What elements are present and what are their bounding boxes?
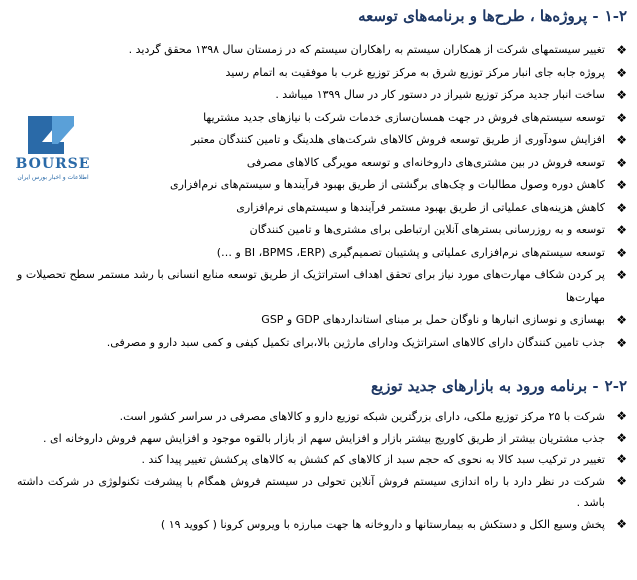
section-1-list-wide	[17, 264, 629, 354]
diamond-bullet-icon: ❖	[616, 473, 627, 488]
diamond-bullet-icon: ❖	[616, 88, 627, 102]
logo-subtitle: اطلاعات و اخبار بورس ایران	[17, 174, 89, 181]
section-1-bullet-item: ❖ توسعه سیستم‌های فروش در جهت همسان‌سازی خدمات شرکت با نیازهای جدید مشتریها	[117, 107, 629, 130]
section-1-bullet-item: ❖ توسعه سیستم‌های نرم‌افزاری عملیاتی و پشتیبان تصمیم‌گیری (BI ،BPMS ،ERP و …)	[117, 242, 629, 265]
diamond-bullet-icon: ❖	[616, 178, 627, 192]
section-1-bullet-item: ❖ ساخت انبار جدید مرکز توزیع شیراز در دستور کار در سال ۱۳۹۹ میباشد .	[117, 84, 629, 107]
section-1-bullet-item: ❖ پروژه جابه جای انبار مرکز توزیع شرق به مرکز توزیع غرب با موفقیت به اتمام رسید	[117, 62, 629, 85]
section-2-heading	[371, 377, 627, 395]
diamond-bullet-icon: ❖	[616, 409, 627, 423]
section-1-bullet-item: ❖ افزایش سودآوری از طریق توسعه فروش کالاهای شرکت‌های هلدینگ و تامین کنندگان معتبر	[117, 129, 629, 152]
diamond-bullet-icon: ❖	[616, 43, 627, 57]
section-1-heading	[358, 7, 627, 25]
section-1-list	[117, 39, 629, 264]
logo-text: BOURSE	[15, 156, 91, 172]
section-2-list	[17, 406, 629, 535]
section-1-bullet-item: ❖ کاهش دوره وصول مطالبات و چک‌های برگشتی از طریق بهبود فرآیندها و سیستم‌های نرم‌افزاری	[117, 174, 629, 197]
diamond-bullet-icon: ❖	[616, 313, 627, 327]
diamond-bullet-icon: ❖	[616, 155, 627, 170]
section-1-bullet-item: ❖ پر کردن شکاف مهارت‌های مورد نیاز برای تحقق اهداف استراتژیک از طریق توسعه منابع انسانی با رشد مستمر سطح تحصیلات و مهارت‌ها	[17, 264, 629, 309]
section-2-bullet-item: ❖ شرکت با ۲۵ مرکز توزیع ملکی، دارای بزرگترین شبکه توزیع دارو و کالاهای مصرفی در سراسر کشور است.	[17, 406, 629, 428]
diamond-bullet-icon: ❖	[616, 268, 627, 282]
section-1-bullet-item: ❖ بهسازی و نوسازی انبارها و ناوگان حمل بر مبنای استانداردهای GDP و GSP	[17, 309, 629, 332]
diamond-bullet-icon: ❖	[616, 65, 627, 80]
section-2-bullet-item: ❖ پخش وسیع الکل و دستکش به بیمارستانها و داروخانه ها جهت مبارزه با ویروس کرونا ( کووید ۱۹ )	[17, 514, 629, 536]
diamond-bullet-icon: ❖	[616, 223, 627, 237]
section-2-bullet-item: ❖ شرکت در نظر دارد با راه اندازی سیستم فروش آنلاین تحولی در سیستم فروش همگام با پیشرفت تکنولوژی در شرکت داشته باشد .	[17, 471, 629, 514]
diamond-bullet-icon: ❖	[616, 245, 627, 260]
section-1-bullet-item: ❖ تغییر سیستمهای شرکت از همکاران سیستم به راهکاران سیستم که در زمستان سال ۱۳۹۸ محقق گردید .	[117, 39, 629, 62]
diamond-bullet-icon: ❖	[616, 200, 627, 215]
section-1-bullet-item: ❖ توسعه فروش در بین مشتری‌های داروخانه‌ای و توسعه مویرگی کالاهای مصرفی	[117, 152, 629, 175]
diamond-bullet-icon: ❖	[616, 516, 627, 531]
diamond-bullet-icon: ❖	[616, 430, 627, 445]
section-2-bullet-item: ❖ جذب مشتریان بیشتر از طریق کاوریج بیشتر بازار و افزایش سهم از بازار بالقوه موجود و افزایش سهم فروش داروخانه ای .	[17, 428, 629, 450]
section-1-title: - پروژه‌ها ، طرح‌ها و برنامه‌های توسعه	[358, 7, 599, 25]
section-1-number: ۱-۲	[604, 7, 627, 25]
diamond-bullet-icon: ❖	[616, 335, 627, 350]
section-2-number: ۲-۲	[604, 377, 627, 395]
diamond-bullet-icon: ❖	[616, 452, 627, 466]
section-2-bullet-item: ❖ تغییر در ترکیب سبد کالا به نحوی که حجم سبد از کالاهای کم کشش به کالاهای پرکشش تغییر پیدا کند .	[17, 449, 629, 471]
section-2-title: - برنامه ورود به بازارهای جدید توزیع	[371, 377, 599, 395]
diamond-bullet-icon: ❖	[616, 133, 627, 147]
diamond-bullet-icon: ❖	[616, 110, 627, 125]
section-1-bullet-item: ❖ جذب تامین کنندگان دارای کالاهای استراتژیک ودارای مارژین بالا،برای تکمیل کیفی و کمی سبد دارو و مصرفی.	[17, 332, 629, 355]
section-1-bullet-item: ❖ کاهش هزینه‌های عملیاتی از طریق بهبود مستمر فرآیندها و سیستم‌های نرم‌افزاری	[117, 197, 629, 220]
section-1-bullet-item: ❖ توسعه و به روزرسانی بسترهای آنلاین ارتباطی برای مشتری‌ها و تامین کنندگان	[117, 219, 629, 242]
